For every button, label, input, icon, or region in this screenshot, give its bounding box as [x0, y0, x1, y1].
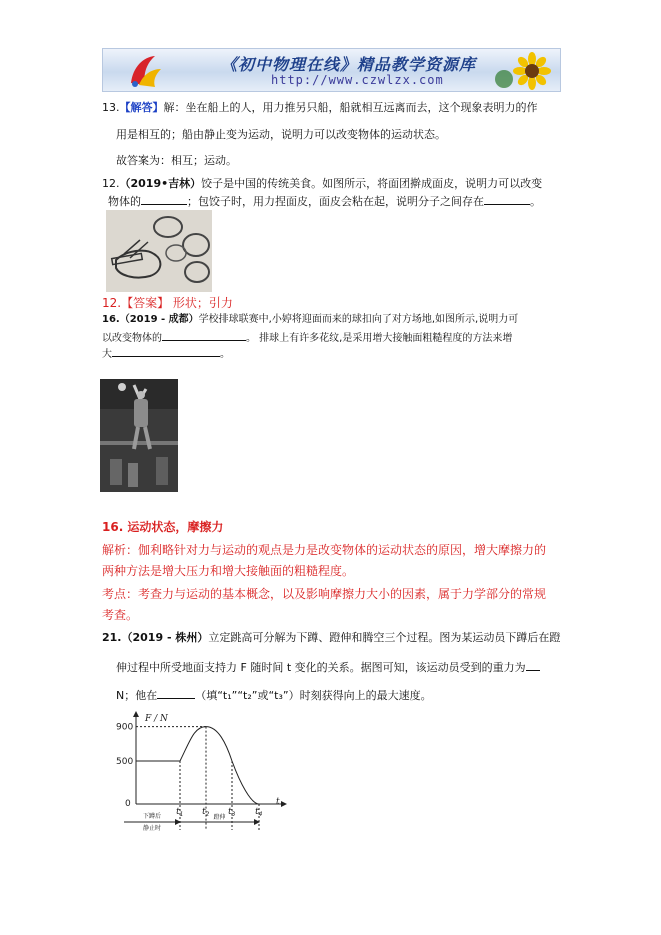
q21-blank-1[interactable] — [526, 659, 540, 671]
q16-text-2a: 以改变物体的 — [102, 333, 162, 344]
q21-blank-2[interactable] — [157, 687, 195, 699]
q16-line1 — [102, 313, 518, 327]
q12-blank-1[interactable] — [141, 193, 187, 205]
q21-line3 — [116, 687, 432, 703]
q21-line2 — [116, 659, 540, 675]
q21-text-3a: N；他在 — [116, 689, 158, 702]
dumpling-dough-image — [106, 210, 212, 292]
volleyball-spike-image — [100, 379, 178, 492]
q12-text-2b: ；包饺子时，用力捏面皮，面皮会粘在起，说明分子之间存在 — [187, 195, 484, 208]
x-tick-label: $t_1$ — [176, 807, 184, 818]
banner-url[interactable]: http://www.czwlzx.com — [271, 73, 444, 87]
site-logo-icon — [125, 53, 163, 89]
q21-text-3b: （填“t₁”“t₂”或“t₃”）时刻获得向上的最大速度。 — [195, 689, 432, 702]
x-tick-label: $t_3$ — [228, 807, 236, 818]
q16-number: 16. — [102, 314, 120, 325]
q12-number: 12. — [102, 177, 120, 190]
force-curve — [136, 727, 259, 804]
origin-label: 0 — [125, 799, 131, 809]
phase-label: 下蹲后 — [142, 813, 162, 820]
q12-line1 — [102, 177, 542, 191]
banner-title: 《初中物理在线》精品教学资源库 — [221, 55, 477, 74]
y-tick-label: 900 — [116, 722, 134, 733]
q16-answer-title: 16. 运动状态，摩擦力 — [102, 520, 224, 534]
force-time-chart — [114, 706, 294, 836]
resource-banner — [102, 48, 561, 92]
y-axis-label: F / N — [145, 714, 168, 724]
q12-source: （2019•吉林） — [119, 177, 202, 190]
q16-kaodian-1: 考点：考查力与运动的基本概念，以及影响摩擦力大小的因素，属于力学部分的常规 — [102, 587, 547, 601]
q16-text-3b: 。 — [220, 349, 230, 360]
q16-line2 — [102, 329, 512, 346]
q13-text-3: 故答案为：相互；运动。 — [116, 154, 237, 167]
q16-blank-2[interactable] — [112, 345, 220, 357]
q16-analysis-2: 两种方法是增大压力和增大接触面的粗糙程度。 — [102, 564, 355, 578]
q12-answer: 12.【答案】 形状；引力 — [102, 296, 233, 310]
q21-text-2: 伸过程中所受地面支持力 F 随时间 t 变化的关系。据图可知，该运动员受到的重力为 — [116, 661, 526, 674]
q12-text-2a: 物体的 — [108, 195, 141, 208]
y-tick-label: 500 — [116, 757, 134, 767]
q16-kaodian-2: 考查。 — [102, 608, 139, 622]
phase-label: 蹬伸 — [213, 814, 226, 821]
phase-label: 静止时 — [142, 825, 162, 832]
q16-source: （2019 - 成都） — [119, 314, 199, 325]
q13-number: 13. — [102, 101, 120, 114]
q16-analysis-1: 解析：伽利略针对力与运动的观点是力是改变物体的运动状态的原因，增大摩擦力的 — [102, 543, 547, 557]
q16-text-1: 学校排球联赛中,小婷将迎面而来的球扣向了对方场地,如图所示,说明力可 — [198, 314, 519, 325]
x-tick-label: $t_4$ — [255, 807, 263, 818]
q12-blank-2[interactable] — [484, 193, 530, 205]
q16-text-2b: 。 排球上有许多花纹,是采用增大接触面粗糙程度的方法来增 — [246, 333, 513, 344]
q16-line3 — [102, 345, 230, 362]
q13-line1 — [102, 101, 538, 115]
q13-answer-tag: 【解答】 — [119, 101, 164, 114]
q21-text-1: 立定跳高可分解为下蹲、蹬伸和腾空三个过程。图为某运动员下蹲后在蹬 — [208, 631, 561, 644]
x-axis-label: t — [276, 797, 280, 807]
q21-line1 — [102, 631, 560, 645]
q13-text-2: 用是相互的；船由静止变为运动，说明力可以改变物体的运动状态。 — [116, 128, 446, 141]
q21-source: （2019 - 株州） — [121, 631, 209, 644]
q16-blank-1[interactable] — [162, 329, 246, 341]
x-tick-label: $t_2$ — [202, 807, 210, 818]
q13-text-1: 解：坐在船上的人，用力推另只船，船就相互远离而去，这个现象表明力的作 — [163, 101, 538, 114]
sunflower-icon — [492, 51, 556, 91]
q21-number: 21. — [102, 631, 122, 644]
q12-text-2c: 。 — [530, 195, 541, 208]
q16-text-3a: 大 — [102, 349, 112, 360]
q12-text-1: 饺子是中国的传统美食。如图所示，将面团擀成面皮，说明力可以改变 — [201, 177, 543, 190]
q12-line2 — [108, 193, 541, 209]
